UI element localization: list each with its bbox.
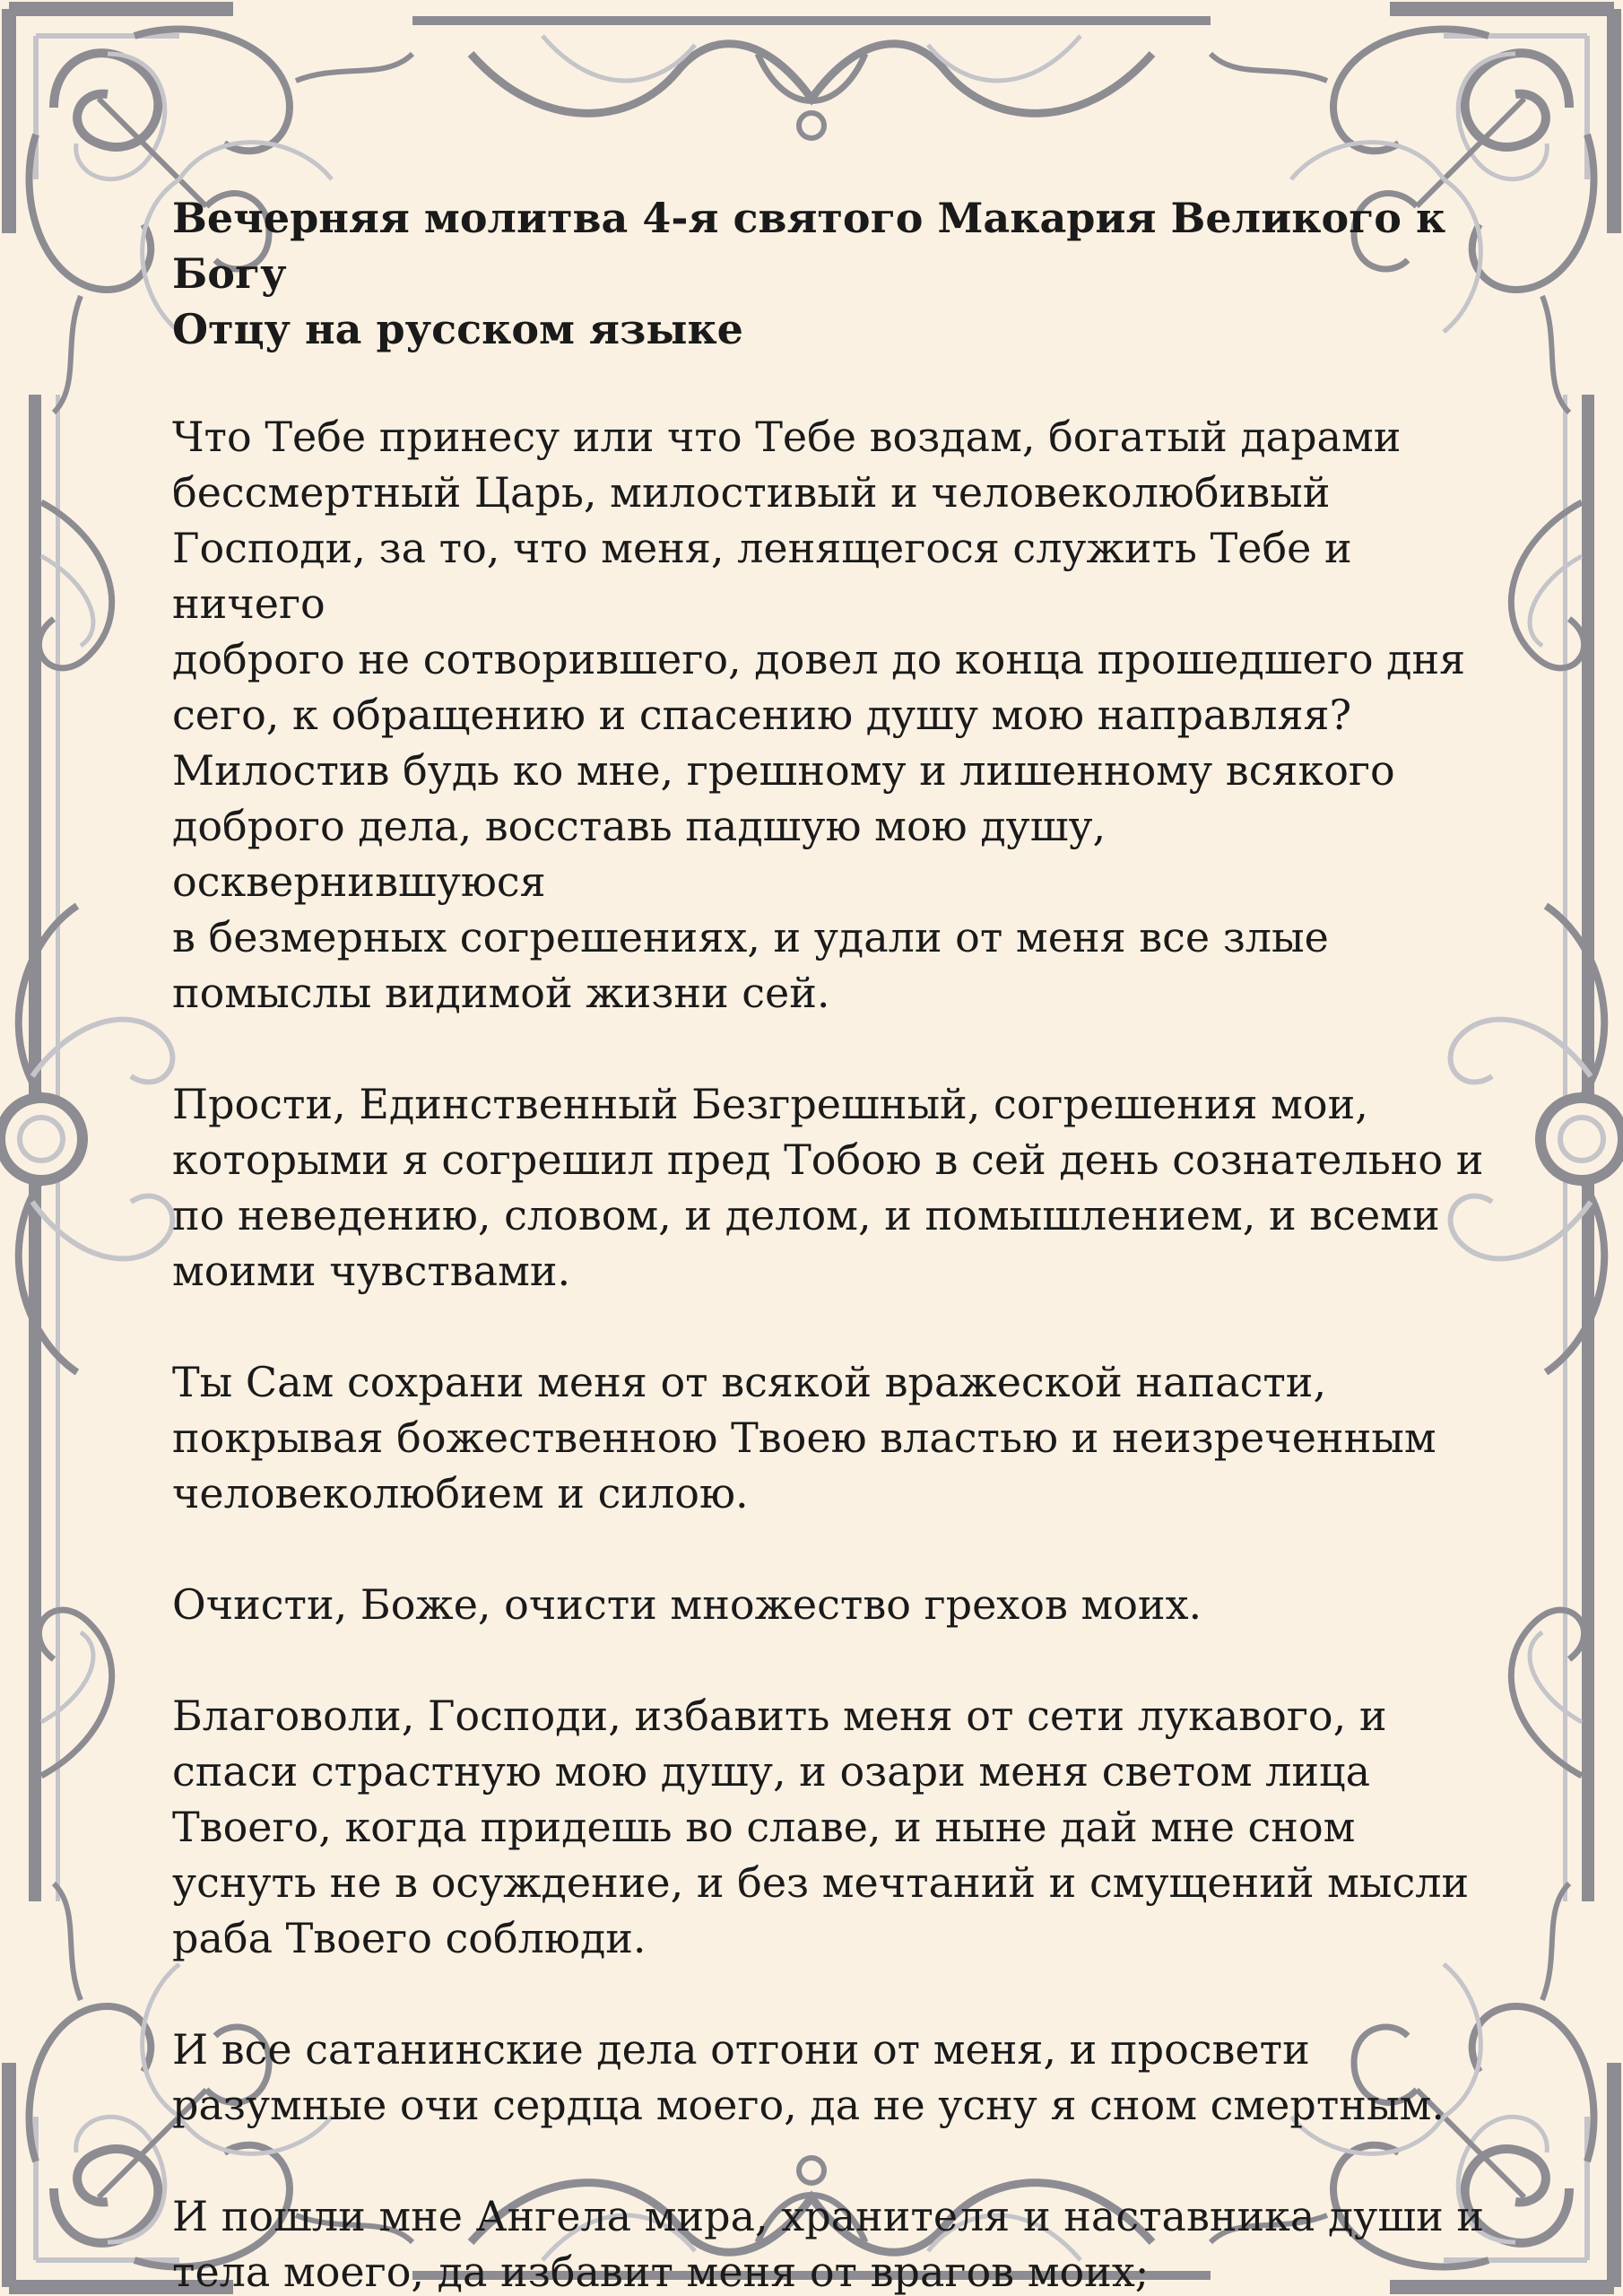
- document-title: Вечерняя молитва 4-я святого Макария Великого к Богу Отцу на русском языке: [172, 194, 1446, 353]
- paragraph: И все сатанинские дела отгони от меня, и просвети разумные очи сердца моего, да не усну я сном смертным.: [172, 2025, 1445, 2129]
- paragraph: Ты Сам сохрани меня от всякой вражеской напасти, покрывая божественною Твоею властью и неизреченным человеколюбием и силою.: [172, 1358, 1436, 1518]
- paragraph: Очисти, Боже, очисти множество грехов моих.: [172, 1580, 1202, 1629]
- prayer-text-block: [172, 190, 1490, 2296]
- paragraph: И пошли мне Ангела мира, хранителя и наставника души и тела моего, да избавит меня от врагов моих;: [172, 2192, 1485, 2296]
- paragraph: Что Тебе принесу или что Тебе воздам, богатый дарами бессмертный Царь, милостивый и человеколюбивый Господи, за то, что меня, ленящегося служить Тебе и ничего доброго не сотворившего, довел до конца прошедшего дня сего, к обращению и спасению душу мою направляя? Милостив будь ко мне, грешному и лишенному всякого доброго дела, восставь падшую мою душу, осквернившуюся в безмерных согрешениях, и удали от меня все злые помыслы видимой жизни сей.: [172, 413, 1466, 1017]
- paragraph: Прости, Единственный Безгрешный, согрешения мои, которыми я согрешил пред Тобою в сей день сознательно и по неведению, словом, и делом, и помышлением, и всеми моими чувствами.: [172, 1080, 1484, 1295]
- paragraph: Благоволи, Господи, избавить меня от сети лукавого, и спаси страстную мою душу, и озари меня светом лица Твоего, когда придешь во славе, и ныне дай мне сном уснуть не в осуждение, и без мечтаний и смущений мысли раба Твоего соблюди.: [172, 1692, 1470, 1962]
